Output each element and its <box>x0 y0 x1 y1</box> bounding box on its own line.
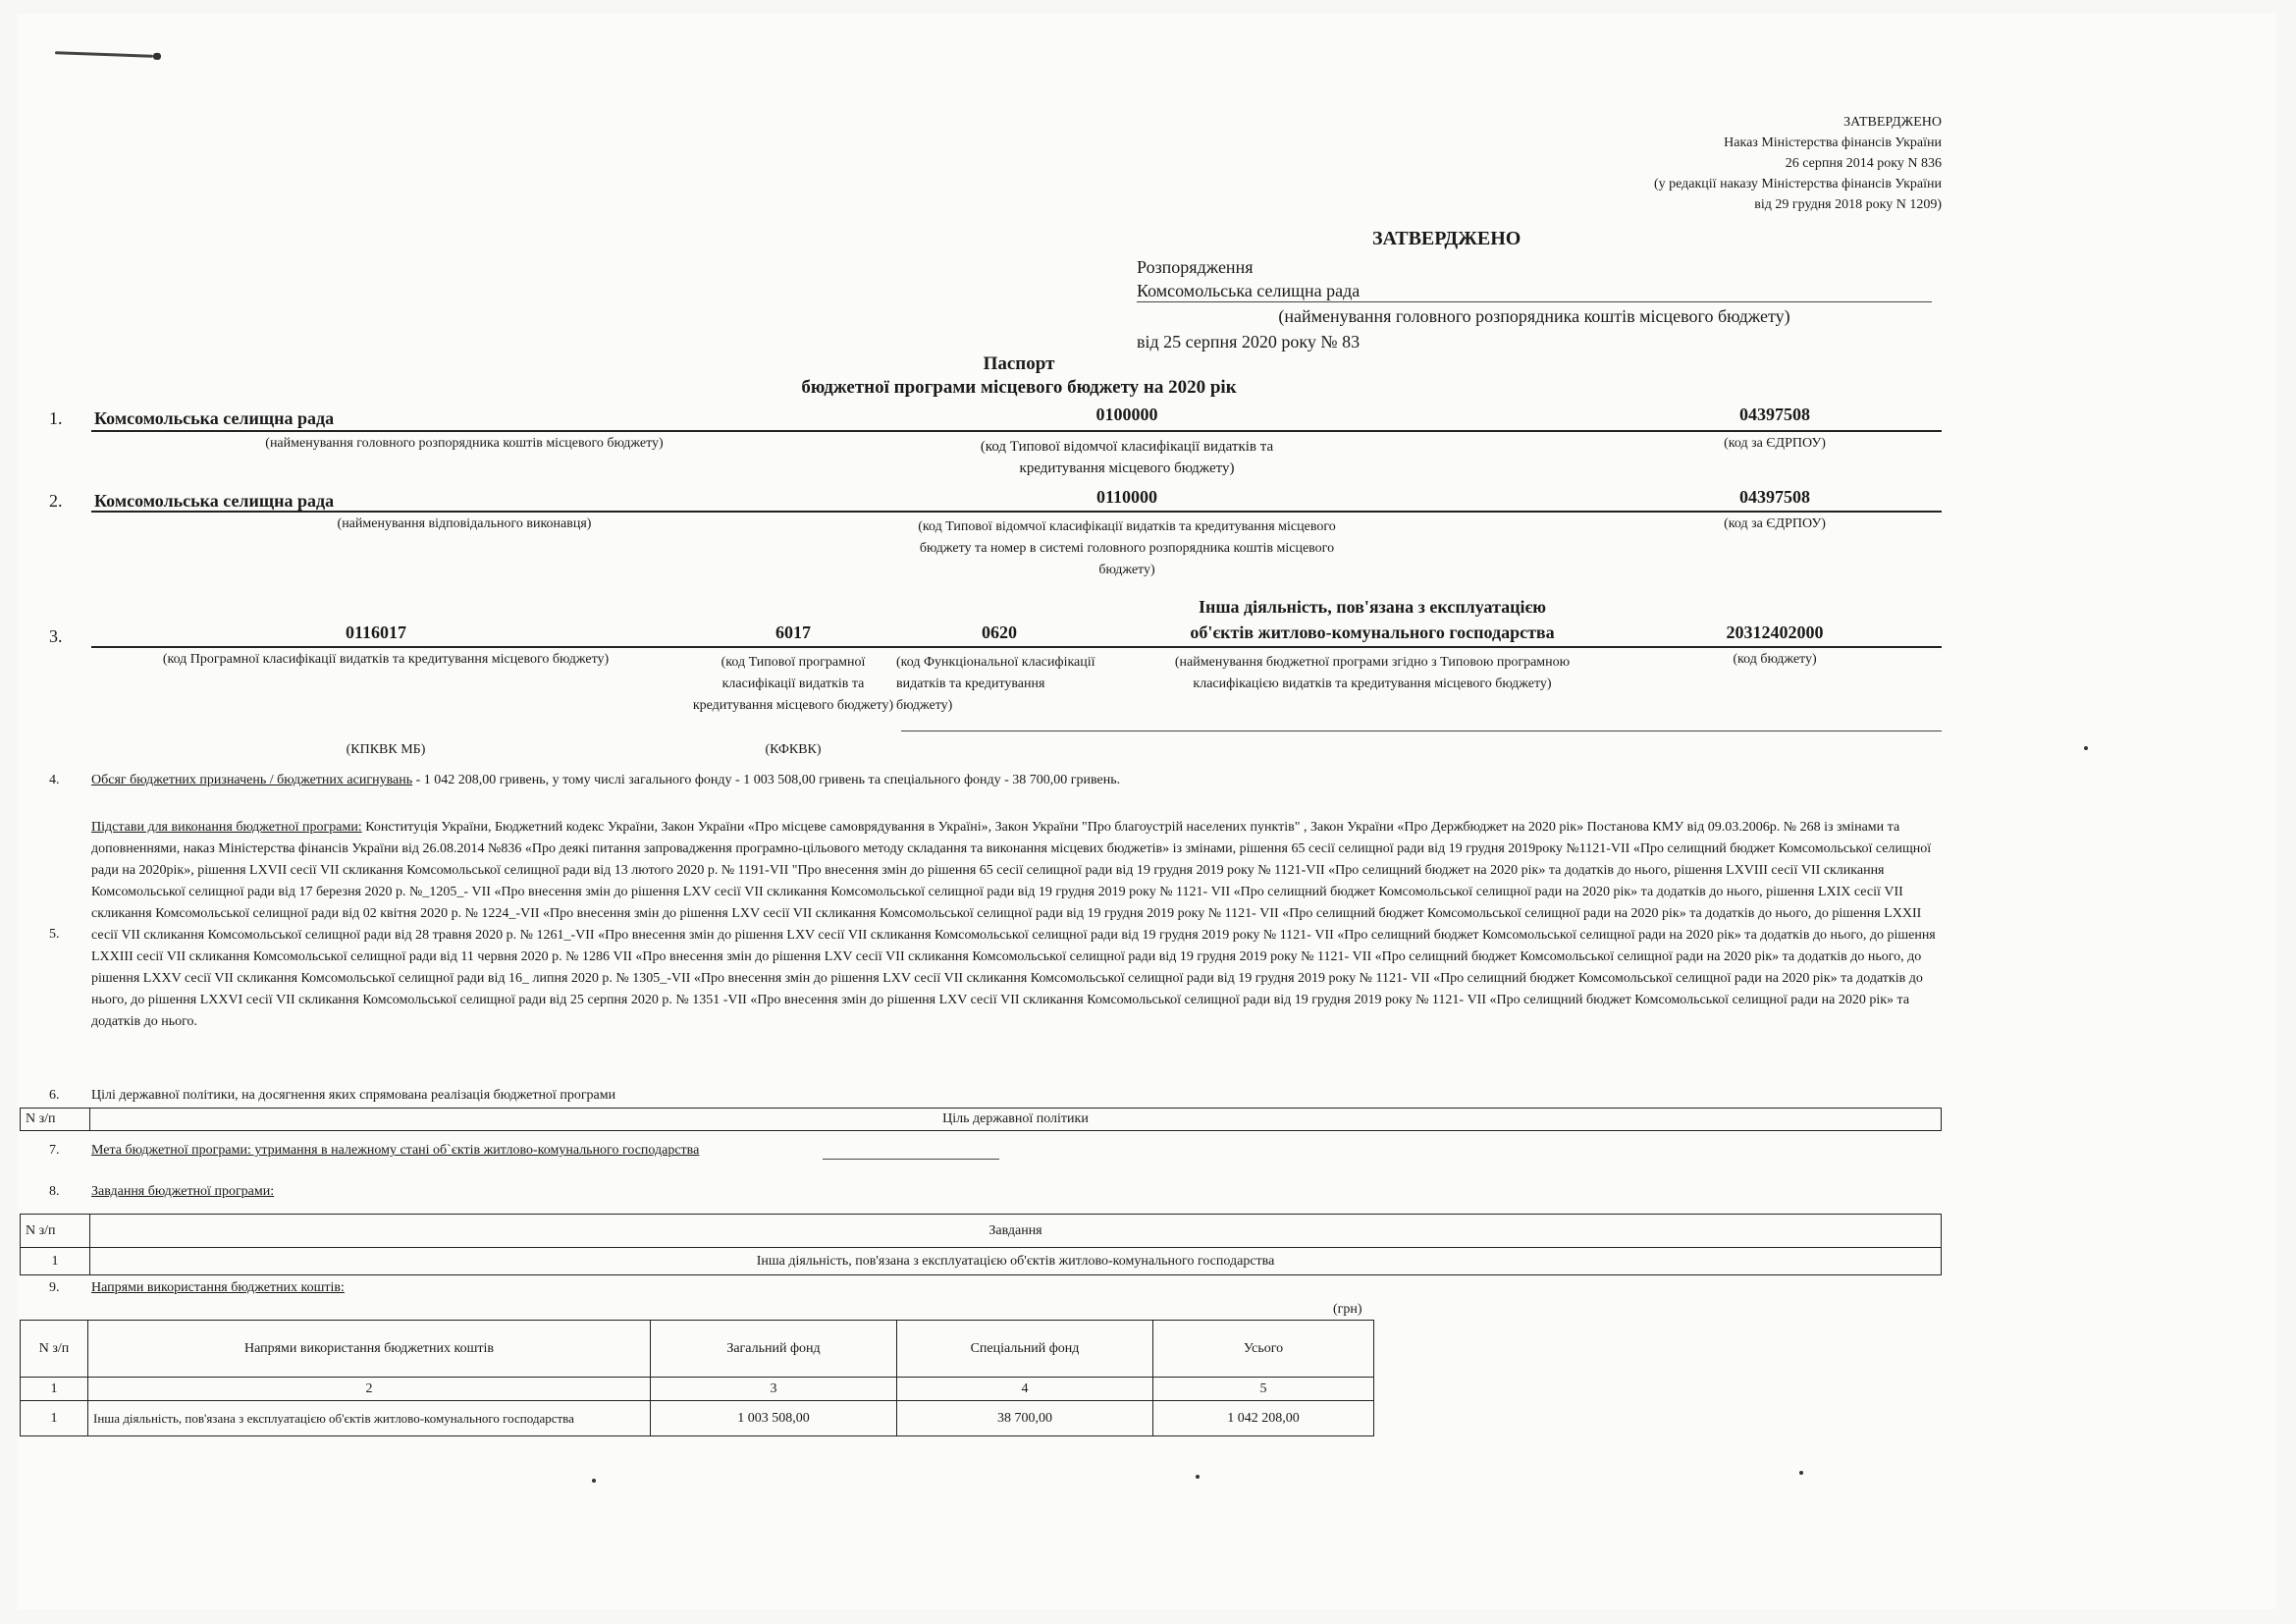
speck-mark <box>592 1479 596 1483</box>
approval-line: ЗАТВЕРДЖЕНО <box>1843 115 1942 130</box>
row3-tpkvk-caption: (код Типової програмної класифікації видатків та кредитування місцевого бюджету) <box>692 655 894 713</box>
item5-label: Підстави для виконання бюджетної програми: <box>91 820 362 835</box>
table-cell: 1 003 508,00 <box>651 1401 897 1436</box>
divider <box>91 430 1942 432</box>
row1-name-caption: (найменування головного розпорядника коштів місцевого бюджету) <box>265 436 664 451</box>
item6-label: Цілі державної політики, на досягнення яких спрямована реалізація бюджетної програми <box>91 1088 616 1103</box>
row2-number: 2. <box>49 491 63 511</box>
spending-directions-table <box>20 1320 1374 1436</box>
approval-stamp <box>1654 112 1942 215</box>
row2-name-caption: (найменування відповідального виконавця) <box>337 516 592 531</box>
item4-label: Обсяг бюджетних призначень / бюджетних асигнувань <box>91 773 413 787</box>
table-cell: 2 <box>88 1378 651 1401</box>
approved-order: Розпорядження <box>1137 257 1254 277</box>
row3-kpkvk-abbr: (КПКВК МБ) <box>346 742 426 757</box>
item4-text: - 1 042 208,00 гривень, у тому числі загального фонду - 1 003 508,00 гривень та спеціального фонду - 38 700,00 гривень. <box>412 773 1121 787</box>
item9-number: 9. <box>49 1280 60 1295</box>
passport-title: Паспорт <box>983 353 1055 374</box>
divider <box>823 1159 999 1160</box>
row3-fkvk: 0620 <box>982 623 1017 642</box>
table-header: Напрями використання бюджетних коштів <box>88 1321 651 1378</box>
row1-edrpou: 04397508 <box>1739 405 1810 424</box>
item7-label: Мета бюджетної програми: <box>91 1143 251 1158</box>
item6-number: 6. <box>49 1088 60 1103</box>
row2-edrpou: 04397508 <box>1739 487 1810 507</box>
table-header: N з/п <box>21 1109 90 1131</box>
item7-number: 7. <box>49 1143 60 1158</box>
row2-code-caption: (код Типової відомчої класифікації видатків та кредитування місцевого бюджету та номер в системі головного розпорядника коштів місцевого бюджету) <box>918 519 1336 577</box>
approved-authority: Комсомольська селищна рада <box>1137 281 1361 300</box>
speck-mark <box>2084 746 2088 750</box>
row1-number: 1. <box>49 408 63 428</box>
passport-subtitle: бюджетної програми місцевого бюджету на 2020 рік <box>801 377 1237 398</box>
item5-text: Конституція України, Бюджетний кодекс України, Закон України «Про місцеве самоврядування в Україні», Закон України "Про благоустрій населених пунктів" , Закон України «Про Держбюджет на 2020 рік» Постанова КМУ від 09.03.2006р. № 268 із змінами та доповненнями, наказ Міністерства фінансів України від 26.08.2014 №836 «Про деякі питання запровадження програмно-цільового методу складання та виконання місцевих бюджетів» із змінами, рішення 65 сесії селищної ради від 19 грудня 2019року №1121-VII «Про селищний бюджет Комсомольської селищної ради на 2020рік», рішення LXVII сесії VII скликання Комсомольської селищної ради від 13 лютого 2020 р. № 1191-VII "Про внесення змін до рішення 65 сесії селищної ради від 19 грудня 2019 року № 1121-VII «Про селищний бюджет на 2020 рік» та додатків до нього, рішення LXVIII сесії VII скликання Комсомольської селищної ради від 17 березня 2020 р. №_1205_- VII «Про внесення змін до рішення LXV сесії VII скликання Комсомольської селищної ради від 19 грудня 2019 року № 1121- VII «Про селищний бюджет Комсомольської селищної ради на 2020 рік» та додатків до нього, рішення LXIX сесії VII скликання Комсомольської селищної ради від 02 квітня 2020 р. № 1224_-VII «Про внесення змін до рішення LXV сесії VII скликання Комсомольської селищної ради від 19 грудня 2019 року № 1121- VII «Про селищний бюджет Комсомольської селищної ради на 2020 рік» та додатків до нього, до рішення LXXII сесії VII скликання Комсомольської селищної ради від 28 травня 2020 р. № 1261_-VII «Про внесення змін до рішення LXV сесії VII скликання Комсомольської селищної ради від 19 грудня 2019 року № 1121- VII «Про селищний бюджет Комсомольської селищної ради на 2020 рік» та додатків до нього, до рішення LXXIII сесії VII скликання Комсомольської селищної ради від 11 червня 2020 р. № 1286 VII «Про внесення змін до рішення LXV сесії VII скликання Комсомольської селищної ради від 19 грудня 2019 року № 1121- VII «Про селищний бюджет Комсомольської селищної ради на 2020 рік» та додатків до нього, до рішення LXXV сесії VII скликання Комсомольської селищної ради від 16_ липня 2020 р. № 1305_-VII «Про внесення змін до рішення LXV сесії VII скликання Комсомольської селищної ради від 19 грудня 2019 року № 1121- VII «Про селищний бюджет Комсомольської селищної ради на 2020 рік» та додатків до нього, до рішення LXXVI сесії VII скликання Комсомольської селищної ради від 25 серпня 2020 р. № 1351 -VII «Про внесення змін до рішення LXV сесії VII скликання Комсомольської селищної ради від 19 грудня 2019 року № 1121- VII «Про селищний бюджет Комсомольської селищної ради на 2020 рік» та додатків до нього. <box>91 820 1936 1029</box>
table-cell: Інша діяльність, пов'язана з експлуатацією об'єктів житлово-комунального господарства <box>90 1248 1942 1275</box>
document-page <box>18 14 2275 1609</box>
table-row <box>21 1378 1374 1401</box>
row3-tpkvk-abbr: (КФКВК) <box>765 742 822 757</box>
item4-text-block <box>91 773 1937 788</box>
item4-number: 4. <box>49 773 60 787</box>
row3-number: 3. <box>49 626 63 646</box>
row3-program-name: Інша діяльність, пов'язана з експлуатацією <box>1198 597 1547 617</box>
table-cell: 1 <box>21 1401 88 1436</box>
approval-line: 26 серпня 2014 року N 836 <box>1785 156 1942 171</box>
approval-line: від 29 грудня 2018 року N 1209) <box>1754 197 1942 212</box>
approval-line: (у редакції наказу Міністерства фінансів України <box>1653 177 1942 191</box>
row2-code: 0110000 <box>1095 487 1157 507</box>
row3-program-name-2: об'єктів житлово-комунального господарства <box>1190 623 1555 642</box>
item8-label: Завдання бюджетної програми: <box>91 1184 275 1199</box>
table-cell: 4 <box>897 1378 1153 1401</box>
pen-mark-icon <box>55 51 153 57</box>
table-cell: 1 042 208,00 <box>1153 1401 1374 1436</box>
table-cell: 1 <box>21 1378 88 1401</box>
table-row <box>21 1401 1374 1436</box>
approved-authority-caption: (найменування головного розпорядника коштів місцевого бюджету) <box>1278 306 1790 326</box>
approval-line: Наказ Міністерства фінансів України <box>1724 135 1942 150</box>
table-header: N з/п <box>21 1321 88 1378</box>
item5-number: 5. <box>49 927 60 942</box>
approved-title: ЗАТВЕРДЖЕНО <box>1372 228 1522 249</box>
unit-label: (грн) <box>1333 1302 1362 1317</box>
row1-name: Комсомольська селищна рада <box>94 408 335 428</box>
table-cell: Інша діяльність, пов'язана з експлуатацією об'єктів житлово-комунального господарства <box>88 1401 651 1436</box>
approved-date: від 25 серпня 2020 року № 83 <box>1137 332 1361 352</box>
policy-goals-table <box>20 1108 1942 1131</box>
table-header: Загальний фонд <box>651 1321 897 1378</box>
divider <box>91 646 1942 648</box>
row2-name: Комсомольська селищна рада <box>94 491 335 511</box>
table-header: N з/п <box>21 1215 90 1248</box>
row3-kpkvk-caption: (код Програмної класифікації видатків та кредитування місцевого бюджету) <box>162 652 610 667</box>
table-cell: 38 700,00 <box>897 1401 1153 1436</box>
table-header: Завдання <box>90 1215 1942 1248</box>
divider <box>1137 301 1932 302</box>
table-row <box>21 1248 1942 1275</box>
row1-edrpou-caption: (код за ЄДРПОУ) <box>1724 436 1826 451</box>
item7-text: утримання в належному стані об`єктів житлово-комунального господарства <box>250 1143 700 1158</box>
item8-number: 8. <box>49 1184 60 1199</box>
speck-mark <box>1196 1475 1200 1479</box>
item9-label: Напрями використання бюджетних коштів: <box>91 1280 345 1295</box>
speck-mark <box>1799 1471 1803 1475</box>
table-header: Ціль державної політики <box>90 1109 1942 1131</box>
table-header: Усього <box>1153 1321 1374 1378</box>
item5-text-block <box>91 817 1937 1033</box>
row2-edrpou-caption: (код за ЄДРПОУ) <box>1724 516 1826 531</box>
row3-fkvk-caption: (код Функціональної класифікації видатків та кредитування бюджету) <box>896 655 1095 713</box>
row3-budget-code: 20312402000 <box>1726 623 1824 642</box>
row1-code-caption: (код Типової відомчої класифікації видатків та кредитування місцевого бюджету) <box>980 439 1274 476</box>
row3-program-caption: (найменування бюджетної програми згідно з Типовою програмною класифікацією видатків та кредитування місцевого бюджету) <box>1174 655 1571 691</box>
table-cell: 1 <box>21 1248 90 1275</box>
table-header: Спеціальний фонд <box>897 1321 1153 1378</box>
table-cell: 3 <box>651 1378 897 1401</box>
tasks-table <box>20 1214 1942 1275</box>
row3-tpkvk: 6017 <box>775 623 811 642</box>
divider <box>91 511 1942 513</box>
table-cell: 5 <box>1153 1378 1374 1401</box>
item7-text-block <box>91 1143 699 1159</box>
row3-kpkvk: 0116017 <box>345 623 406 642</box>
row3-budget-code-caption: (код бюджету) <box>1733 652 1817 667</box>
row1-code: 0100000 <box>1095 405 1158 424</box>
